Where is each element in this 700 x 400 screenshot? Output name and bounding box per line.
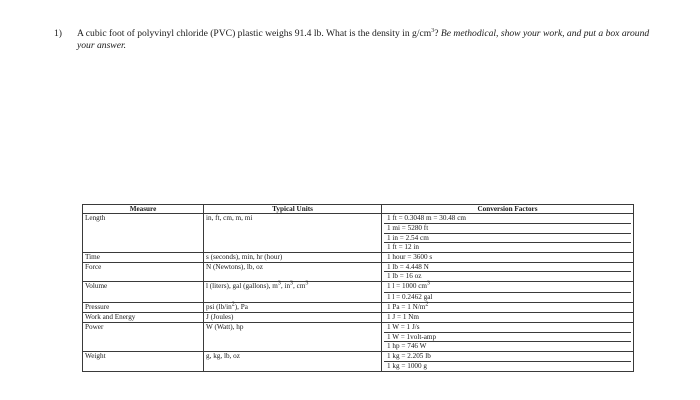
conversion-line: 1 lb = 4.448 N [384, 263, 631, 273]
conversion-line: 1 hp = 746 W [387, 342, 427, 351]
conversion-line: 1 l = 0.2462 gal [387, 292, 433, 301]
conversion-line [384, 303, 631, 313]
conversion-line: 1 ft = 12 in [387, 243, 420, 252]
units-cell: N (Newtons), lb, oz [204, 262, 382, 281]
conversion-line [384, 282, 631, 293]
conversion-text: 1 Pa = 1 N/m [387, 302, 426, 311]
table-row [83, 352, 634, 371]
question-superscript: 3 [431, 27, 435, 34]
conversion-text: 1 l = 1000 cm [387, 282, 427, 291]
units-superscript: 3 [305, 280, 309, 287]
table-row [83, 253, 634, 263]
measure-cell: Volume [83, 282, 204, 302]
conversion-line: 1 lb = 16 oz [387, 272, 422, 281]
header-conversion-factors: Conversion Factors [382, 205, 634, 214]
conversion-superscript: 3 [427, 280, 430, 287]
measure-cell: Force [83, 262, 204, 281]
units-superscript: 3 [277, 280, 281, 287]
conversion-cell [382, 323, 634, 352]
header-typical-units: Typical Units [204, 205, 382, 214]
conversion-superscript: 2 [425, 301, 429, 308]
question-text-end: ? [434, 28, 439, 39]
table-row [83, 323, 634, 352]
conversion-line: 1 mi = 5280 ft [384, 224, 631, 234]
table-row [83, 313, 634, 323]
units-cell: W (Watt), hp [204, 323, 382, 352]
conversion-line: 1 W = 1volt-amp [384, 333, 631, 343]
table-row [83, 262, 634, 281]
units-text: psi (lb/in [206, 302, 232, 311]
units-cell: J (Joules) [204, 313, 382, 323]
units-table [82, 204, 634, 372]
conversion-cell [382, 282, 634, 302]
table-row [83, 302, 634, 313]
units-text: , in [280, 282, 291, 291]
measure-cell: Power [83, 323, 204, 352]
question-text-main: A cubic foot of polyvinyl chloride (PVC) plastic weighs 91.4 lb. What is the density in g/cm [77, 28, 432, 39]
conversion-cell [382, 302, 634, 313]
conversion-line: 1 kg = 1000 g [387, 361, 427, 370]
conversion-line: 1 W = 1 J/s [384, 323, 631, 333]
measure-cell: Length [83, 214, 204, 253]
measure-cell: Time [83, 253, 204, 263]
units-cell: s (seconds), min, hr (hour) [204, 253, 382, 263]
table-row [83, 282, 634, 302]
measure-cell: Pressure [83, 302, 204, 313]
units-superscript: 2 [231, 301, 235, 308]
conversion-line: 1 kg = 2.205 lb [384, 352, 631, 362]
conversion-line: 1 J = 1 Nm [387, 313, 420, 322]
measure-cell: Weight [83, 352, 204, 371]
units-cell: g, kg, lb, oz [204, 352, 382, 371]
units-superscript: 3 [290, 280, 294, 287]
conversion-line: 1 ft = 0.3048 m = 30.48 cm [384, 214, 631, 224]
units-text: , cm [293, 282, 306, 291]
units-cell [204, 302, 382, 313]
table-header-row [83, 205, 634, 214]
units-cell [204, 282, 382, 302]
units-text: ), Pa [234, 302, 248, 311]
conversion-cell [382, 214, 634, 253]
question-instruction: Be methodical, show your work, and put a box around your answer. [77, 28, 650, 51]
question-number: 1) [54, 28, 62, 39]
table-row [83, 214, 634, 253]
header-measure: Measure [83, 205, 204, 214]
conversion-cell [382, 262, 634, 281]
conversion-cell [382, 352, 634, 371]
units-cell: in, ft, cm, m, mi [204, 214, 382, 253]
conversion-cell [382, 313, 634, 323]
measure-cell: Work and Energy [83, 313, 204, 323]
units-text: l (liters), gal (gallons), m [206, 282, 278, 291]
conversion-cell [382, 253, 634, 263]
conversion-line: 1 hour = 3600 s [387, 253, 433, 262]
conversion-line: 1 in = 2.54 cm [384, 234, 631, 244]
question-text [77, 28, 657, 52]
